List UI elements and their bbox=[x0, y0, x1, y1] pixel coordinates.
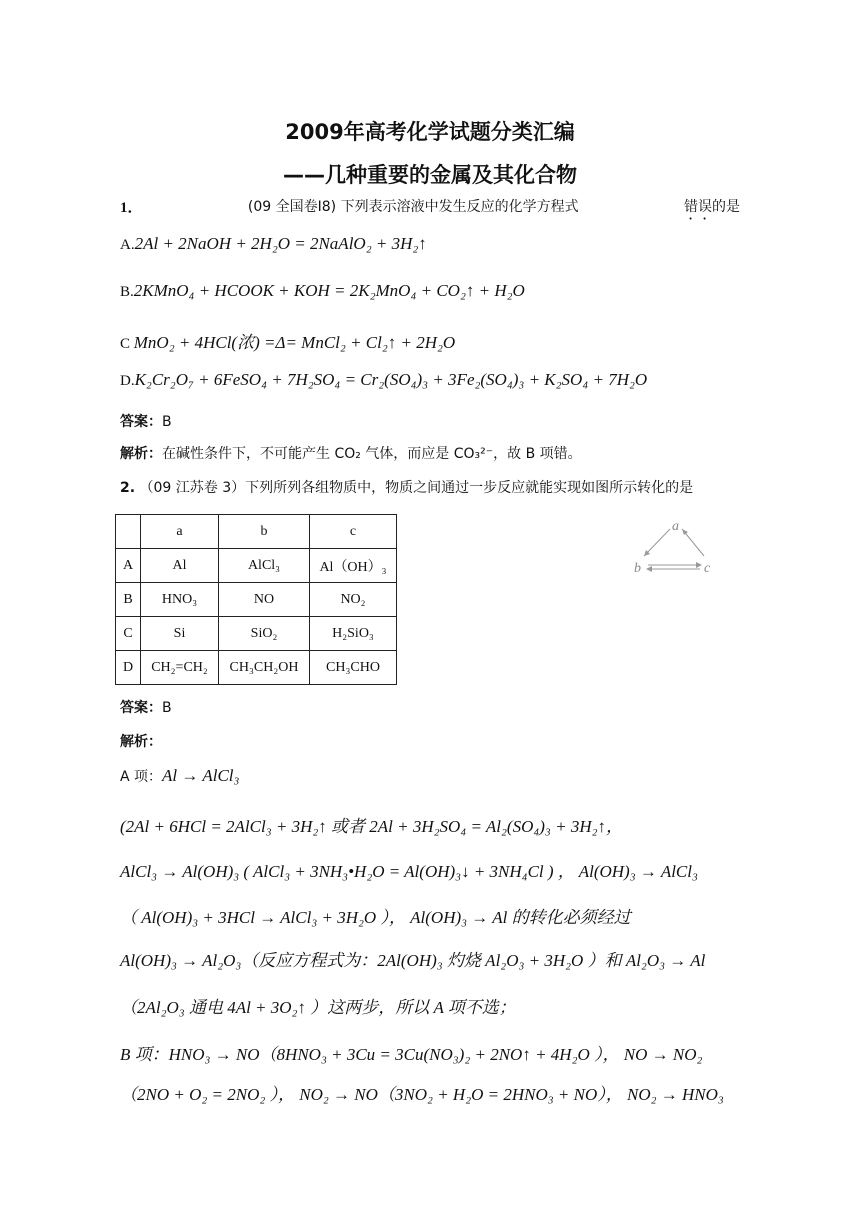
q2-a-item: A 项：Al → AlCl₃ bbox=[120, 766, 240, 785]
q2-line-7: （2NO + O₂ = 2NO₂ ）， NO₂ → NO（3NO₂ + H₂O = 2HNO₃ + NO）， NO₂ → HNO₃ bbox=[120, 1085, 724, 1104]
table-row: C Si SiO₂ H₂SiO₃ bbox=[116, 617, 397, 651]
node-b: b bbox=[634, 561, 641, 576]
q2-number: 2. bbox=[120, 480, 136, 496]
table-row: D CH₂=CH₂ CH₃CH₂OH CH₃CHO bbox=[116, 651, 397, 685]
q1-stem: 1． (09 全国卷Ⅰ8) 下列表示溶液中发生反应的化学方程式 错误的是 bbox=[120, 196, 740, 223]
table-header-row: a b c bbox=[116, 515, 397, 549]
q2-line-2: AlCl₃ → Al(OH)₃ ( AlCl₃ + 3NH₃•H₂O = Al(OH)₃↓ + 3NH₄Cl ) ， Al(OH)₃ → AlCl₃ bbox=[120, 862, 698, 881]
q1-option-a: A.2Al + 2NaOH + 2H₂O = 2NaAlO₂ + 3H₂↑ bbox=[120, 234, 427, 253]
q2-line-5: （2Al₂O₃ 通电 4Al + 3O₂↑ ）这两步，所以 A 项不选； bbox=[120, 998, 516, 1017]
q2-analysis-label: 解析： bbox=[120, 734, 162, 750]
doc-title: 2009年高考化学试题分类汇编 bbox=[285, 120, 575, 144]
q2-answer: 答案：B bbox=[120, 700, 172, 716]
emphasis-wrong: 错误 bbox=[683, 199, 712, 215]
q1-number: 1． bbox=[120, 200, 143, 216]
conversion-triangle-diagram bbox=[626, 514, 736, 578]
q1-analysis: 解析：在碱性条件下，不可能产生 CO₂ 气体，而应是 CO₃²⁻，故 B 项错。 bbox=[120, 446, 582, 462]
q2-line-4: Al(OH)₃ → Al₂O₃（反应方程式为：2Al(OH)₃ 灼烧 Al₂O₃ + 3H₂O ）和 Al₂O₃ → Al bbox=[120, 951, 706, 970]
q2-options-table bbox=[115, 514, 397, 685]
table-row: B HNO₃ NO NO₂ bbox=[116, 583, 397, 617]
doc-subtitle: ——几种重要的金属及其化合物 bbox=[283, 163, 577, 187]
q1-option-c: C MnO₂ + 4HCl(浓) =Δ= MnCl₂ + Cl₂↑ + 2H₂O bbox=[120, 333, 456, 352]
table-row: A Al AlCl₃ Al（OH）₃ bbox=[116, 549, 397, 583]
q1-answer: 答案：B bbox=[120, 414, 172, 430]
q2-stem: 2. （09 江苏卷 3）下列所列各组物质中，物质之间通过一步反应就能实现如图所示转化的是 bbox=[120, 480, 694, 496]
q1-option-b: B.2KMnO₄ + HCOOK + KOH = 2K₂MnO₄ + CO₂↑ + H₂O bbox=[120, 281, 525, 300]
q2-line-3: （ Al(OH)₃ + 3HCl → AlCl₃ + 3H₂O ）， Al(OH)₃ → Al 的转化必须经过 bbox=[120, 908, 631, 927]
q1-option-d: D.K₂Cr₂O₇ + 6FeSO₄ + 7H₂SO₄ = Cr₂(SO₄)₃ + 3Fe₂(SO₄)₃ + K₂SO₄ + 7H₂O bbox=[120, 370, 648, 389]
q2-line-6: B 项：HNO₃ → NO（8HNO₃ + 3Cu = 3Cu(NO₃)₂ + 2NO↑ + 4H₂O ）， NO → NO₂ bbox=[120, 1045, 703, 1064]
q2-line-1: (2Al + 6HCl = 2AlCl₃ + 3H₂↑ 或者 2Al + 3H₂SO₄ = Al₂(SO₄)₃ + 3H₂↑， bbox=[120, 817, 624, 836]
node-a: a bbox=[672, 519, 679, 534]
node-c: c bbox=[704, 561, 711, 576]
